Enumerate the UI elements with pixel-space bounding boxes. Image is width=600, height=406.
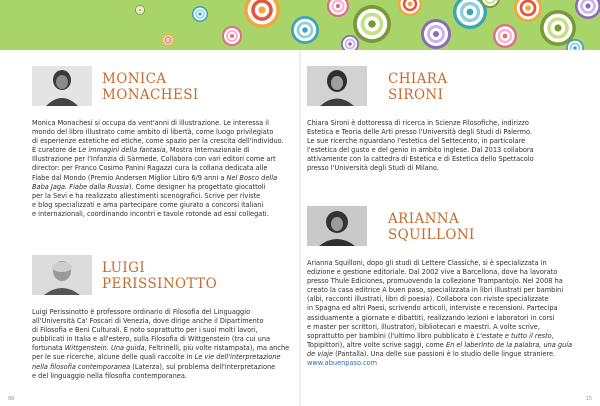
- decorative-circle: [408, 2, 413, 7]
- bio-line: Baba Jaga. Fiabe dalla Russia). Come designer ha progettato giocattoli: [32, 182, 266, 191]
- bio-line: Luigi Perissinotto è professore ordinario di Filosofia del Linguaggio: [32, 308, 251, 316]
- bio-line: di Filosofia e Beni Culturali. È noto soprattutto per i suoi molti lavori,: [32, 326, 258, 335]
- bio-line: Topipittori), altre volte scrive saggi, come En el laberinto de la palabra, una guía: [307, 340, 573, 349]
- decorative-circle: [348, 42, 352, 46]
- decorative-circle: [302, 27, 308, 33]
- bio-line: edizione e gestione editoriale. Dal 2002 vive a Barcellona, dove ha lavorato: [307, 268, 558, 277]
- portrait-photo-luigi: [32, 255, 92, 295]
- bio-line: in Spagna ed altri Paesi, scrivendo articoli, interviste e recensioni. Partecipa: [307, 304, 558, 313]
- bio-line: (albi, racconti illustrati, libri di poesia). Collabora con riviste specializzate: [307, 295, 549, 304]
- bio-line: fortunata Wittgenstein. Una guida, Feltrinelli, più volte ristampata), ma anche: [32, 344, 290, 353]
- portrait-photo-arianna: [307, 206, 367, 246]
- decorative-circle: [525, 5, 531, 11]
- bio-line: creato la casa editrice A buen paso, specializzata in libri illustrati per bambini: [307, 286, 564, 295]
- bio-text-chiara: [307, 119, 569, 174]
- bio-line: Estetica e Teoria delle Arti presso l'Università degli Studi di Palermo.: [307, 128, 533, 137]
- decorative-circle: [167, 39, 169, 41]
- decorative-circle: [433, 31, 439, 37]
- last-name: SIRONI: [388, 87, 444, 103]
- bio-line: Chiara Sironi è dottoressa di ricerca in Scienze Filosofiche, indirizzo: [307, 119, 529, 127]
- name-heading-monica: [102, 71, 199, 103]
- bio-line: Arianna Squilloni, dopo gli studi di Lettere Classiche, si è specializzata in: [307, 259, 547, 267]
- website-link[interactable]: www.abuenpaso.com: [307, 359, 378, 368]
- bio-line: all'Università Ca' Foscari di Venezia, dove dirige anche il Dipartimento: [32, 317, 264, 326]
- decorative-circle: [258, 6, 265, 13]
- decorative-circle: [368, 20, 376, 28]
- decorative-banner: [0, 0, 600, 50]
- bio-line: È curatore de Le immagini della fantasia, Mostra Internazionale di: [32, 146, 250, 155]
- bio-line: Illustrazione per l'Infanzia di Sàrmede. Collabora con vari editori come art: [32, 155, 276, 164]
- bio-line: pubblicati in Italia e all'estero, sulla Filosofia di Wittgenstein (tra cui una: [32, 335, 271, 344]
- first-name: CHIARA: [388, 71, 448, 87]
- decorative-circle: [336, 4, 340, 8]
- first-name: LUIGI: [102, 260, 146, 276]
- bio-line: presso Thule Ediciones, promuovendo la collezione Trampantojo. Nel 2008 ha: [307, 277, 563, 286]
- bio-line: e blog specializzati e ama partecipare come giurato a concorsi italiani: [32, 200, 264, 209]
- bio-text-luigi: [32, 308, 294, 381]
- portrait-photo-monica: [32, 66, 92, 106]
- last-name: SQUILLONI: [388, 227, 475, 243]
- bio-line: Le sue ricerche riguardano l'estetica del Settecento, in particolare: [307, 137, 526, 146]
- bio-line: de viaje (Pantalla). Una delle sue passioni è lo studio delle lingue straniere.: [307, 349, 556, 358]
- bio-line: presso l'Università degli Studi di Milano.: [307, 164, 439, 173]
- first-name: ARIANNA: [388, 211, 460, 227]
- decorative-circle: [554, 24, 561, 31]
- name-heading-chiara: [388, 71, 448, 103]
- bio-line: l'estetica del gusto e del genio in ambito inglese. Dal 2013 collabora: [307, 146, 534, 155]
- decorative-circle: [198, 12, 201, 15]
- bio-line: di esperienze estetiche ed etiche, come spazio per la crescita dell'individuo.: [32, 137, 284, 146]
- page-number-right: 15: [585, 396, 592, 402]
- bio-line: soprattutto per bambini (l'ultimo libro pubblicato è L'estate e tutto il resto,: [307, 331, 554, 340]
- decorative-circle: [585, 3, 590, 8]
- bio-line: Fiabe dal Mondo (Premio Andersen Miglior Libro 6/9 anni a Nel Bosco della: [32, 173, 278, 182]
- last-name: MONACHESI: [102, 87, 199, 103]
- bio-line: e del linguaggio nella filosofia contemporanea.: [32, 371, 187, 380]
- bio-line: attivamente con la cattedra di Estetica e di Estetica dello Spettacolo: [307, 155, 534, 164]
- last-name: PERISSINOTTO: [102, 276, 218, 292]
- bio-line: e master per scrittori, illustratori, bibliotecari e maestri. A volte scrive,: [307, 322, 540, 331]
- circles-pattern-icon: [0, 0, 600, 50]
- bio-line: e internazionali, coordinando incontri e tavole rotonde ad essi collegati.: [32, 209, 269, 218]
- bio-line: per le sue ricerche, alcune delle quali raccolte in Le vie dell'interpretazione: [32, 353, 281, 362]
- bio-line: director: per Franco Cosimo Panini Ragazzi cura la collana dedicata alle: [32, 164, 268, 173]
- book-spread: [0, 50, 600, 406]
- bio-text-monica: [32, 119, 294, 219]
- bio-line: assiduamente a giornate e dibattiti, realizzando lezioni e laboratori in corsi: [307, 313, 555, 322]
- first-name: MONICA: [102, 71, 167, 87]
- decorative-circle: [230, 34, 234, 38]
- decorative-circle: [467, 9, 474, 16]
- portrait-photo-chiara: [307, 66, 367, 106]
- bio-line: per la Sevi e ha realizzato allestimenti scenografici. Scrive per riviste: [32, 191, 261, 200]
- bio-line: mondo del libro illustrato come ambito di libertà, come luogo privilegiato: [32, 128, 274, 137]
- page-number-left: 88: [8, 396, 15, 402]
- bio-line: nella filosofia contemporanea (Laterza), sul problema dell'interpretazione: [32, 362, 276, 371]
- name-heading-luigi: [102, 260, 217, 292]
- decorative-circle: [503, 34, 508, 39]
- name-heading-arianna: [388, 211, 475, 243]
- bio-text-arianna: [307, 259, 577, 368]
- decorative-circle: [139, 9, 141, 11]
- page-gutter: [299, 50, 301, 406]
- bio-line: Monica Monachesi si occupa da vent'anni di illustrazione. Le interessa il: [32, 119, 269, 127]
